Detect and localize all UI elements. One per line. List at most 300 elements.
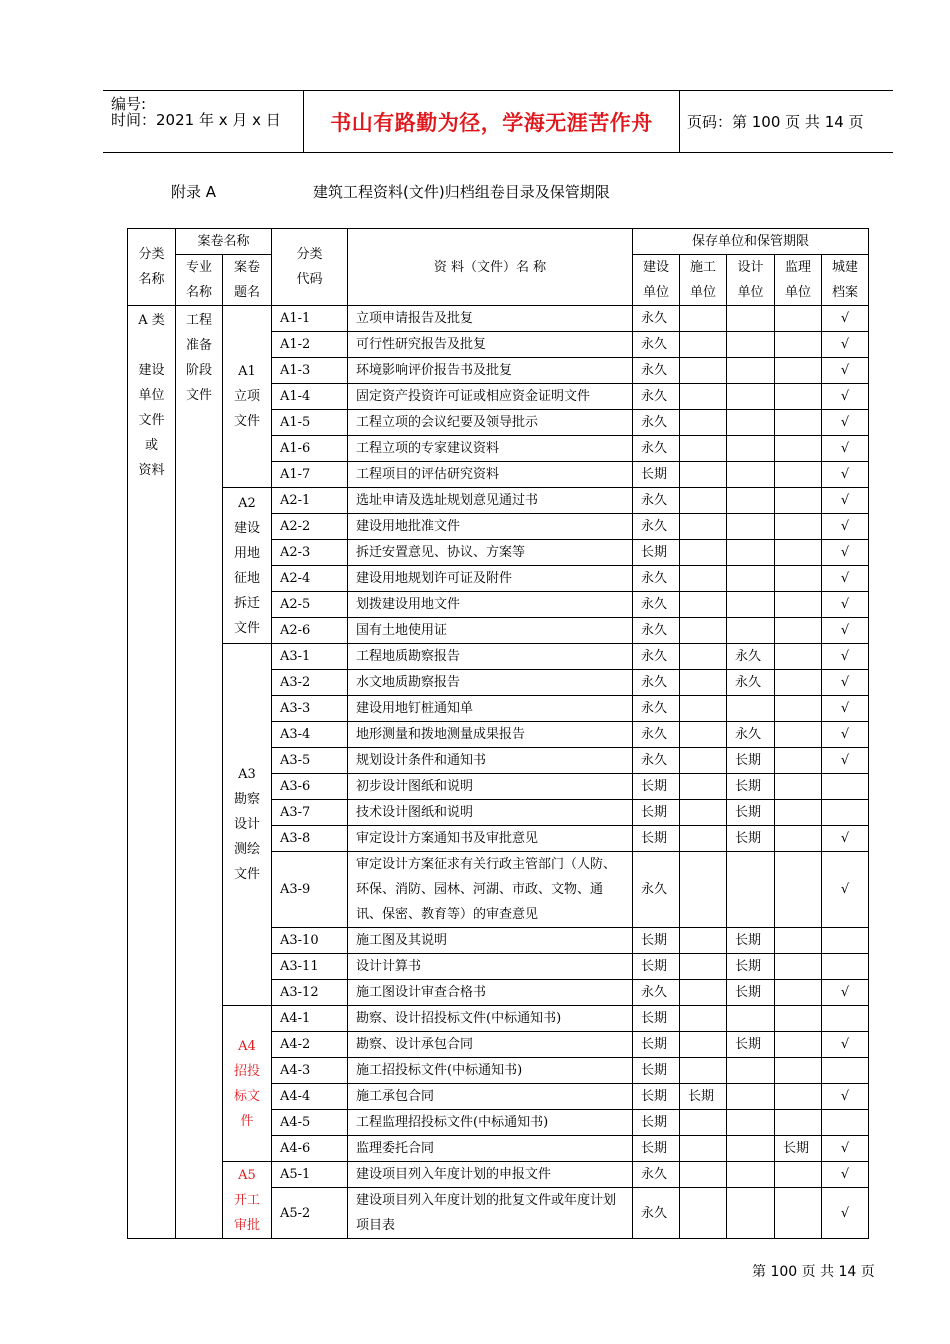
volume-group-label-line: 测绘 <box>233 842 260 857</box>
page-footer-number: 第 100 页 共 14 页 <box>752 1264 875 1280</box>
document-name-cell: 划拨建设用地文件 <box>348 592 633 618</box>
retention-period-cell: 长期 <box>633 1136 680 1162</box>
retention-period-cell: 永久 <box>633 592 680 618</box>
retention-period-cell <box>775 774 822 800</box>
retention-period-cell <box>775 1032 822 1058</box>
retention-period-cell <box>775 722 822 748</box>
document-name-cell: 选址申请及选址规划意见通过书 <box>348 488 633 514</box>
appendix-label: 附录 A <box>171 183 217 201</box>
volume-group-cell <box>223 306 272 488</box>
retention-period-cell <box>775 436 822 462</box>
archive-check-cell <box>822 954 869 980</box>
archive-check-cell: √ <box>822 618 869 644</box>
document-name-cell: 工程地质勘察报告 <box>348 644 633 670</box>
document-name-cell: 审定设计方案征求有关行政主管部门（人防、环保、消防、园林、河湖、市政、文物、通讯、保密、教育等）的审查意见 <box>348 852 633 928</box>
retention-period-cell: 永久 <box>633 566 680 592</box>
archive-check-cell: √ <box>822 826 869 852</box>
category-label-line: 单位 <box>138 388 165 403</box>
archive-check-cell: √ <box>822 748 869 774</box>
retention-period-cell <box>727 384 775 410</box>
volume-group-label-line: 审批 <box>233 1217 260 1233</box>
retention-period-cell <box>727 1058 775 1084</box>
archive-check-cell: √ <box>822 488 869 514</box>
header-volume-title <box>223 255 272 306</box>
retention-period-cell <box>727 1162 775 1188</box>
retention-period-cell <box>680 592 727 618</box>
header-unit-archive <box>822 255 869 306</box>
document-code-label: 编号: <box>111 95 147 113</box>
retention-period-cell <box>775 670 822 696</box>
archive-check-cell: √ <box>822 644 869 670</box>
category-label-line: A 类 <box>138 313 165 328</box>
retention-period-cell: 长期 <box>727 774 775 800</box>
classification-code-cell: A1-1 <box>272 306 348 332</box>
classification-code-cell: A4-2 <box>272 1032 348 1058</box>
retention-period-cell <box>775 980 822 1006</box>
document-name-cell: 拆迁安置意见、协议、方案等 <box>348 540 633 566</box>
archive-check-cell: √ <box>822 1136 869 1162</box>
retention-period-cell <box>680 722 727 748</box>
header-unit-text: 施工单位 <box>689 260 716 300</box>
retention-period-cell <box>775 358 822 384</box>
volume-group-label-line: A2 <box>238 495 256 511</box>
retention-period-cell <box>727 1110 775 1136</box>
volume-group-label-line: 招投 <box>233 1063 260 1079</box>
retention-period-cell: 永久 <box>633 980 680 1006</box>
archive-check-cell <box>822 1058 869 1084</box>
table-row <box>128 644 869 670</box>
retention-period-cell <box>680 384 727 410</box>
retention-period-cell <box>680 1058 727 1084</box>
retention-period-cell <box>680 358 727 384</box>
retention-period-cell: 长期 <box>633 826 680 852</box>
header-unit-text: 监理单位 <box>784 260 811 300</box>
retention-period-cell <box>727 696 775 722</box>
retention-period-cell <box>775 618 822 644</box>
volume-group-label-line: 拆迁 <box>233 595 260 611</box>
archive-check-cell <box>822 1110 869 1136</box>
header-volume-title-text: 案卷题名 <box>233 260 260 300</box>
header-page-number: 页码：第 100 页 共 14 页 <box>687 113 864 131</box>
retention-period-cell <box>775 800 822 826</box>
page-header <box>103 90 893 153</box>
retention-period-cell <box>680 462 727 488</box>
retention-period-cell <box>775 644 822 670</box>
classification-code-cell: A3-12 <box>272 980 348 1006</box>
header-unit-design <box>727 255 775 306</box>
document-name-cell: 初步设计图纸和说明 <box>348 774 633 800</box>
archive-check-cell: √ <box>822 722 869 748</box>
retention-period-cell <box>727 1136 775 1162</box>
header-volume: 案卷名称 <box>176 229 272 255</box>
archive-check-cell <box>822 1006 869 1032</box>
retention-period-cell: 永久 <box>633 514 680 540</box>
retention-period-cell <box>727 566 775 592</box>
header-specialty-text: 专业名称 <box>185 260 212 300</box>
classification-code-cell: A3-5 <box>272 748 348 774</box>
retention-period-cell <box>775 696 822 722</box>
retention-period-cell <box>680 852 727 928</box>
volume-group-cell <box>223 1006 272 1162</box>
retention-period-cell <box>775 462 822 488</box>
retention-period-cell <box>680 1136 727 1162</box>
retention-period-cell <box>727 1084 775 1110</box>
retention-period-cell <box>680 566 727 592</box>
specialty-cell <box>176 306 223 1239</box>
archive-check-cell: √ <box>822 306 869 332</box>
retention-period-cell <box>727 306 775 332</box>
classification-code-cell: A1-5 <box>272 410 348 436</box>
header-unit-text: 建设单位 <box>642 260 669 300</box>
archive-check-cell: √ <box>822 410 869 436</box>
category-label-line: 建设 <box>138 363 165 378</box>
retention-period-cell: 永久 <box>633 488 680 514</box>
archive-check-cell: √ <box>822 514 869 540</box>
archive-catalog-table <box>127 228 869 1239</box>
document-name-cell: 施工承包合同 <box>348 1084 633 1110</box>
header-unit-supervise <box>775 255 822 306</box>
retention-period-cell <box>775 1084 822 1110</box>
retention-period-cell <box>680 410 727 436</box>
document-name-cell: 固定资产投资许可证或相应资金证明文件 <box>348 384 633 410</box>
classification-code-cell: A2-1 <box>272 488 348 514</box>
volume-group-cell <box>223 1162 272 1239</box>
retention-period-cell <box>775 540 822 566</box>
classification-code-cell: A1-6 <box>272 436 348 462</box>
header-unit-construct <box>680 255 727 306</box>
retention-period-cell: 永久 <box>633 1188 680 1239</box>
retention-period-cell <box>680 1162 727 1188</box>
classification-code-cell: A3-4 <box>272 722 348 748</box>
header-doc-name: 资 料（文件）名 称 <box>348 229 633 306</box>
classification-code-cell: A4-3 <box>272 1058 348 1084</box>
document-name-cell: 工程立项的专家建议资料 <box>348 436 633 462</box>
retention-period-cell <box>727 358 775 384</box>
retention-period-cell: 长期 <box>633 1110 680 1136</box>
category-label-line: 文件 <box>138 413 165 428</box>
archive-check-cell: √ <box>822 852 869 928</box>
classification-code-cell: A5-1 <box>272 1162 348 1188</box>
header-category-text: 分类名称 <box>138 247 165 287</box>
retention-period-cell: 长期 <box>633 928 680 954</box>
retention-period-cell <box>680 1006 727 1032</box>
retention-period-cell <box>775 748 822 774</box>
retention-period-cell: 长期 <box>633 954 680 980</box>
retention-period-cell: 永久 <box>633 722 680 748</box>
document-name-cell: 建设用地批准文件 <box>348 514 633 540</box>
retention-period-cell <box>775 514 822 540</box>
retention-period-cell <box>775 1058 822 1084</box>
retention-period-cell: 永久 <box>633 358 680 384</box>
retention-period-cell <box>727 488 775 514</box>
classification-code-cell: A4-4 <box>272 1084 348 1110</box>
document-name-cell: 建设用地钉桩通知单 <box>348 696 633 722</box>
document-name-cell: 可行性研究报告及批复 <box>348 332 633 358</box>
retention-period-cell <box>727 436 775 462</box>
volume-group-cell <box>223 644 272 1006</box>
archive-check-cell: √ <box>822 1188 869 1239</box>
retention-period-cell: 长期 <box>633 462 680 488</box>
retention-period-cell: 长期 <box>633 540 680 566</box>
retention-period-cell <box>727 332 775 358</box>
header-slogan: 书山有路勤为径，学海无涯苦作舟 <box>330 110 653 135</box>
retention-period-cell: 永久 <box>633 696 680 722</box>
classification-code-cell: A2-2 <box>272 514 348 540</box>
retention-period-cell <box>727 410 775 436</box>
classification-code-cell: A4-6 <box>272 1136 348 1162</box>
retention-period-cell <box>680 954 727 980</box>
classification-code-cell: A1-7 <box>272 462 348 488</box>
volume-group-label-line: A3 <box>238 767 256 782</box>
archive-check-cell: √ <box>822 980 869 1006</box>
classification-code-cell: A3-8 <box>272 826 348 852</box>
classification-code-cell: A3-10 <box>272 928 348 954</box>
document-name-cell: 施工招投标文件(中标通知书) <box>348 1058 633 1084</box>
document-name-cell: 勘察、设计承包合同 <box>348 1032 633 1058</box>
retention-period-cell <box>680 436 727 462</box>
volume-group-label-line: A4 <box>238 1038 256 1054</box>
retention-period-cell <box>680 644 727 670</box>
retention-period-cell: 永久 <box>633 748 680 774</box>
volume-group-label-line: 征地 <box>233 570 260 586</box>
retention-period-cell: 长期 <box>633 1006 680 1032</box>
document-name-cell: 地形测量和拨地测量成果报告 <box>348 722 633 748</box>
classification-code-cell: A2-3 <box>272 540 348 566</box>
document-name-cell: 设计计算书 <box>348 954 633 980</box>
retention-period-cell <box>775 306 822 332</box>
document-name-cell: 施工图及其说明 <box>348 928 633 954</box>
document-name-cell: 立项申请报告及批复 <box>348 306 633 332</box>
archive-check-cell: √ <box>822 540 869 566</box>
classification-code-cell: A2-5 <box>272 592 348 618</box>
retention-period-cell <box>775 852 822 928</box>
retention-period-cell: 长期 <box>680 1084 727 1110</box>
header-specialty <box>176 255 223 306</box>
document-name-cell: 规划设计条件和通知书 <box>348 748 633 774</box>
archive-check-cell: √ <box>822 384 869 410</box>
retention-period-cell: 永久 <box>727 670 775 696</box>
retention-period-cell: 永久 <box>633 1162 680 1188</box>
retention-period-cell <box>727 514 775 540</box>
retention-period-cell: 长期 <box>775 1136 822 1162</box>
retention-period-cell <box>775 384 822 410</box>
retention-period-cell: 长期 <box>727 826 775 852</box>
volume-group-cell <box>223 488 272 644</box>
retention-period-cell <box>775 1110 822 1136</box>
classification-code-cell: A3-6 <box>272 774 348 800</box>
document-name-cell: 环境影响评价报告书及批复 <box>348 358 633 384</box>
retention-period-cell: 永久 <box>633 306 680 332</box>
classification-code-cell: A3-11 <box>272 954 348 980</box>
classification-code-cell: A3-3 <box>272 696 348 722</box>
retention-period-cell <box>775 488 822 514</box>
archive-check-cell <box>822 928 869 954</box>
retention-period-cell: 永久 <box>727 722 775 748</box>
volume-group-label-line: 标文 <box>233 1088 260 1104</box>
retention-period-cell <box>775 1006 822 1032</box>
document-title: 建筑工程资料(文件)归档组卷目录及保管期限 <box>313 183 610 201</box>
archive-check-cell: √ <box>822 696 869 722</box>
classification-code-cell: A1-4 <box>272 384 348 410</box>
volume-group-label-line: A1 <box>238 364 256 379</box>
specialty-label-line: 阶段 <box>185 363 212 378</box>
table-body <box>128 306 869 1239</box>
category-cell <box>128 306 176 1239</box>
table-row <box>128 1162 869 1188</box>
retention-period-cell <box>727 1006 775 1032</box>
archive-check-cell <box>822 800 869 826</box>
classification-code-cell: A4-1 <box>272 1006 348 1032</box>
document-date-label: 时间：2021 年 x 月 x 日 <box>111 111 281 129</box>
document-name-cell: 技术设计图纸和说明 <box>348 800 633 826</box>
specialty-label-line: 准备 <box>185 338 212 353</box>
retention-period-cell <box>680 800 727 826</box>
header-slogan-cell <box>303 91 680 152</box>
header-unit-text: 城建档案 <box>831 260 858 300</box>
classification-code-cell: A4-5 <box>272 1110 348 1136</box>
classification-code-cell: A2-4 <box>272 566 348 592</box>
retention-period-cell: 长期 <box>727 748 775 774</box>
classification-code-cell: A3-2 <box>272 670 348 696</box>
retention-period-cell <box>775 592 822 618</box>
volume-group-label-line: A5 <box>238 1167 256 1183</box>
retention-period-cell <box>680 980 727 1006</box>
retention-period-cell <box>680 748 727 774</box>
retention-period-cell: 永久 <box>633 410 680 436</box>
table-row <box>128 1006 869 1032</box>
retention-period-cell: 永久 <box>633 332 680 358</box>
classification-code-cell: A3-1 <box>272 644 348 670</box>
retention-period-cell <box>775 1188 822 1239</box>
retention-period-cell <box>775 566 822 592</box>
retention-period-cell <box>680 1032 727 1058</box>
header-category <box>128 229 176 306</box>
retention-period-cell <box>727 618 775 644</box>
category-label-line: 资料 <box>138 463 165 478</box>
retention-period-cell: 永久 <box>727 644 775 670</box>
retention-period-cell <box>727 592 775 618</box>
document-name-cell: 施工图设计审查合格书 <box>348 980 633 1006</box>
archive-check-cell: √ <box>822 1032 869 1058</box>
retention-period-cell: 永久 <box>633 644 680 670</box>
classification-code-cell: A3-7 <box>272 800 348 826</box>
retention-period-cell: 长期 <box>633 1084 680 1110</box>
retention-period-cell <box>680 696 727 722</box>
document-name-cell: 审定设计方案通知书及审批意见 <box>348 826 633 852</box>
retention-period-cell <box>727 1188 775 1239</box>
retention-period-cell <box>680 670 727 696</box>
retention-period-cell <box>680 826 727 852</box>
category-label-line: 或 <box>144 438 158 453</box>
header-unit-build <box>633 255 680 306</box>
retention-period-cell: 永久 <box>633 852 680 928</box>
retention-period-cell: 长期 <box>633 1058 680 1084</box>
document-name-cell: 工程监理招投标文件(中标通知书) <box>348 1110 633 1136</box>
retention-period-cell <box>680 332 727 358</box>
retention-period-cell <box>775 928 822 954</box>
header-code <box>272 229 348 306</box>
retention-period-cell: 长期 <box>727 1032 775 1058</box>
archive-check-cell: √ <box>822 436 869 462</box>
retention-period-cell: 永久 <box>633 384 680 410</box>
retention-period-cell <box>680 514 727 540</box>
archive-check-cell <box>822 774 869 800</box>
specialty-label-line: 工程 <box>185 313 212 328</box>
retention-period-cell <box>775 410 822 436</box>
header-unit-text: 设计单位 <box>737 260 764 300</box>
volume-group-label-line: 建设 <box>233 520 260 536</box>
document-name-cell: 监理委托合同 <box>348 1136 633 1162</box>
classification-code-cell: A2-6 <box>272 618 348 644</box>
retention-period-cell <box>680 618 727 644</box>
retention-period-cell: 长期 <box>727 800 775 826</box>
header-left-cell <box>103 91 303 152</box>
archive-check-cell: √ <box>822 332 869 358</box>
volume-group-label-line: 文件 <box>233 414 260 429</box>
archive-check-cell: √ <box>822 462 869 488</box>
table-row <box>128 488 869 514</box>
document-name-cell: 勘察、设计招投标文件(中标通知书) <box>348 1006 633 1032</box>
document-name-cell: 水文地质勘察报告 <box>348 670 633 696</box>
document-name-cell: 建设项目列入年度计划的申报文件 <box>348 1162 633 1188</box>
document-name-cell: 工程项目的评估研究资料 <box>348 462 633 488</box>
retention-period-cell <box>727 462 775 488</box>
classification-code-cell: A1-3 <box>272 358 348 384</box>
volume-group-label-line: 件 <box>240 1113 254 1129</box>
volume-group-label-line: 设计 <box>233 817 260 832</box>
document-name-cell: 工程立项的会议纪要及领导批示 <box>348 410 633 436</box>
archive-check-cell: √ <box>822 670 869 696</box>
retention-period-cell: 长期 <box>633 1032 680 1058</box>
document-name-cell: 建设用地规划许可证及附件 <box>348 566 633 592</box>
archive-check-cell: √ <box>822 566 869 592</box>
retention-period-cell: 长期 <box>727 980 775 1006</box>
archive-check-cell: √ <box>822 1084 869 1110</box>
volume-group-label-line: 文件 <box>233 867 260 882</box>
classification-code-cell: A3-9 <box>272 852 348 928</box>
document-name-cell: 建设项目列入年度计划的批复文件或年度计划项目表 <box>348 1188 633 1239</box>
header-code-text: 分类代码 <box>296 247 323 287</box>
header-page-cell <box>679 91 893 152</box>
header-keeping: 保存单位和保管期限 <box>633 229 869 255</box>
retention-period-cell: 长期 <box>727 928 775 954</box>
retention-period-cell <box>680 306 727 332</box>
retention-period-cell <box>727 540 775 566</box>
archive-check-cell: √ <box>822 592 869 618</box>
retention-period-cell: 长期 <box>633 800 680 826</box>
volume-group-label-line: 文件 <box>233 620 260 636</box>
table-row <box>128 306 869 332</box>
retention-period-cell <box>680 928 727 954</box>
retention-period-cell <box>727 852 775 928</box>
retention-period-cell: 永久 <box>633 670 680 696</box>
volume-group-label-line: 勘察 <box>233 792 260 807</box>
retention-period-cell <box>775 954 822 980</box>
retention-period-cell <box>775 826 822 852</box>
classification-code-cell: A1-2 <box>272 332 348 358</box>
retention-period-cell <box>775 1162 822 1188</box>
archive-check-cell: √ <box>822 1162 869 1188</box>
classification-code-cell: A5-2 <box>272 1188 348 1239</box>
document-name-cell: 国有土地使用证 <box>348 618 633 644</box>
volume-group-label-line: 用地 <box>233 545 260 561</box>
retention-period-cell <box>680 1110 727 1136</box>
retention-period-cell <box>680 488 727 514</box>
retention-period-cell: 永久 <box>633 618 680 644</box>
volume-group-label-line: 开工 <box>233 1192 260 1208</box>
specialty-label-line: 文件 <box>185 388 212 403</box>
retention-period-cell <box>680 774 727 800</box>
